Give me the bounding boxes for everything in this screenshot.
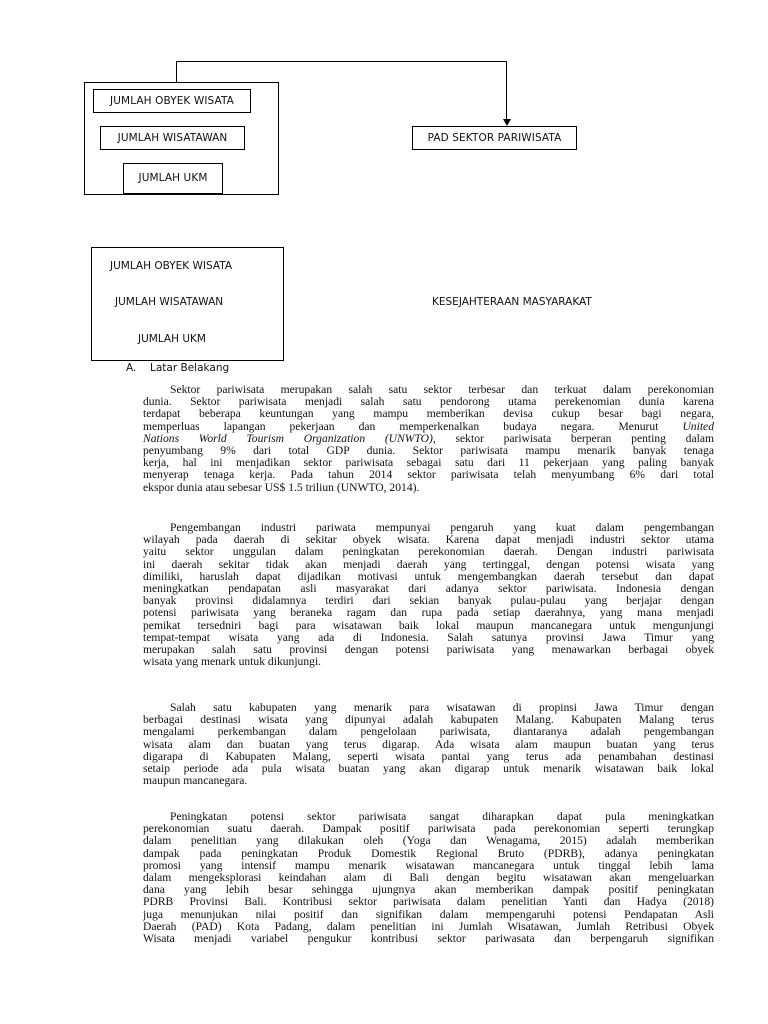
diagram1-connector-down — [506, 61, 507, 120]
text-line: merupakan salah satu provinsi dengan potensi pariwisata yang menawarkan berbagai obyek — [143, 643, 714, 657]
text-line: wisata yang menark untuk dikunjungi. — [143, 655, 322, 669]
diagram1-connector-up — [176, 61, 177, 83]
text-line: berbagai destinasi wisata yang dipunyai adalah kabupaten Malang. Kabupaten Malang terus — [143, 713, 714, 727]
diagram1-connector-across — [176, 61, 507, 62]
text-line: terdapat beberapa keuntungan yang mampu memberikan devisa cukup besar bagi negara, — [143, 407, 714, 421]
diagram1-target-box — [412, 126, 577, 150]
text-line: Sektor pariwisata merupakan salah satu sektor terbesar dan terkuat dalam perekonomian — [170, 383, 714, 396]
text-line: dana yang lebih besar sehingga ujungnya akan memberikan dampak positif peningkatan — [143, 883, 714, 897]
text-line: Daerah (PAD) Kota Padang, dalam penelitian ini Jumlah Wisatawan, Jumlah Retribusi Obyek — [143, 919, 714, 933]
diagram2-target-label: KESEJAHTERAAN MASYARAKAT — [432, 296, 592, 308]
text-line: penyumbang 9% dari total GDP dunia. Sektor pariwisata mampu menarik banyak tenaga — [143, 444, 714, 458]
diagram1-box-label: JUMLAH UKM — [138, 172, 208, 185]
diagram2-label-ukm: JUMLAH UKM — [138, 333, 206, 345]
text-line: Peningkatan potensi sektor pariwisata sangat diharapkan dapat pula meningkatkan — [170, 810, 714, 823]
italic-term: United — [682, 419, 714, 433]
text-line: perekonomian suatu daerah. Dampak positif pariwisata pada perekonomian seperti terungkap — [143, 822, 714, 836]
text-line: wilayah pada daerah di sekitar obyek wisata. Karena dapat menjadi industri sektor utama — [143, 533, 714, 547]
text-line: PDRB Provinsi Bali. Kontribusi sektor pariwisata dalam penelitian Yanti dan Hadya (2018) — [143, 895, 714, 909]
text-line: ini daerah sekitar tidak akan menjadi daerah yang tertinggal, dengan potensi wisata yang — [143, 557, 714, 571]
text-line: digarapa di Kabupaten Malang, seperti wisata pantai yang terus ada penambahan destinasi — [143, 749, 714, 763]
text-line: promosi yang intensif mampu menarik wisatawan mancanegara untuk tinggal lebih lama — [143, 858, 714, 872]
diagram2-label-obyek-wisata: JUMLAH OBYEK WISATA — [110, 260, 233, 272]
diagram1-box-ukm — [123, 163, 223, 194]
paragraph-2 — [143, 522, 714, 668]
text-line: menyerap tenaga kerja. Pada tahun 2014 sektor pariwisata telah menyumbang 6% dari total — [143, 468, 714, 482]
paragraph-1 — [143, 384, 714, 494]
text-line: wisata alam dan buatan yang terus digarap. Ada wisata alam maupun buatan yang terus — [143, 737, 714, 751]
text-line: juga menunjukan nilai positif dan signifikan dalam mempengaruhi potensi Pendapatan Asli — [143, 907, 714, 921]
diagram1-arrow-head — [503, 119, 511, 126]
text-line: potensi pariwisata yang beraneka ragam dan rupa pada setiap daerahnya, yang mana menjadi — [143, 606, 714, 620]
text-line: dimiliki, haruslah dapat dijadikan motivasi untuk mengembangkan daerah tersebut dan dapat — [143, 569, 714, 583]
text-line: Salah satu kabupaten yang menarik para wisatawan di propinsi Jawa Timur dengan — [170, 701, 714, 714]
text-line: dalam mengeksplorasi keindahan alam di Bali dengan begitu wisatawan akan mengeluarkan — [143, 871, 714, 885]
paragraph-4 — [143, 811, 714, 945]
diagram2-label-wisatawan: JUMLAH WISATAWAN — [115, 296, 224, 308]
text-line: tempat-tempat wisata yang ada di Indonesia. Salah satunya provinsi Jawa Timur yang — [143, 630, 714, 644]
text-segment: memperluas lapangan pekerjaan dan memperkenalkan budaya negara. Menurut — [143, 419, 683, 433]
text-line: meningkatkan pendapatan asli masyarakat dari adanya sektor pariwisata. Indonesia dengan — [143, 582, 714, 596]
italic-organization-name: Nations World Tourism Organization (UNWTO) — [143, 431, 433, 445]
paragraph-3 — [143, 702, 714, 787]
diagram1-box-label: JUMLAH OBYEK WISATA — [110, 94, 234, 107]
text-line: maupun mancanegara. — [143, 774, 248, 788]
text-line: dampak pada peningkatan Produk Domestik Regional Bruto (PDRB), adanya peningkatan — [143, 846, 714, 860]
text-line: yaitu sektor unggulan dalam peningkatan perekonomian daerah. Dengan industri pariwisata — [143, 545, 714, 559]
text-line: mengalami perkembangan dalam pengelolaan pariwisata, diantaranya adalah pengembangan — [143, 725, 714, 739]
text-line: setaip periode ada pula wisata buatan yang akan digarap untuk menarik wisatawan baik lokal — [143, 762, 714, 776]
text-line: ekspor dunia atau sebesar US$ 1.5 triliun (UNWTO, 2014). — [143, 480, 420, 494]
diagram1-box-wisatawan — [100, 126, 245, 150]
text-line: dalam penelitian yang dilakukan oleh (Yoga dan Wenagama, 2015) adalah memberikan — [143, 834, 714, 848]
text-line: Pengembangan industri pariwata mempunyai pengaruh yang kuat dalam pengembangan — [170, 521, 714, 534]
text-line: dunia. Sektor pariwisata menjadi salah satu pendorong utama perekenomian dunia karena — [143, 395, 714, 409]
text-line: kerja, hal ini menjadikan sektor pariwisata sebagai satu dari 11 pekerjaan yang paling banyak — [143, 456, 714, 470]
text-line: Wisata menjadi variabel pengukur kontribusi sektor pariwasata dan berpengaruh signifikan — [143, 932, 714, 946]
text-line: pemikat tersedniri bagi para wisatawan baik lokal maupun mancanegara untuk mengunjungi — [143, 618, 714, 632]
section-title: Latar Belakang — [150, 362, 230, 374]
section-heading — [126, 362, 229, 374]
section-number: A. — [126, 362, 137, 374]
text-line: banyak provinsi didalamnya terdiri dari sekian banyak pulau-pulau yang berjajar dengan — [143, 594, 714, 608]
diagram1-target-label: PAD SEKTOR PARIWISATA — [427, 131, 562, 144]
diagram1-box-label: JUMLAH WISATAWAN — [117, 131, 228, 144]
text-segment: , sektor pariwisata berperan penting dalam — [432, 431, 714, 445]
diagram1-box-obyek-wisata — [93, 89, 251, 113]
